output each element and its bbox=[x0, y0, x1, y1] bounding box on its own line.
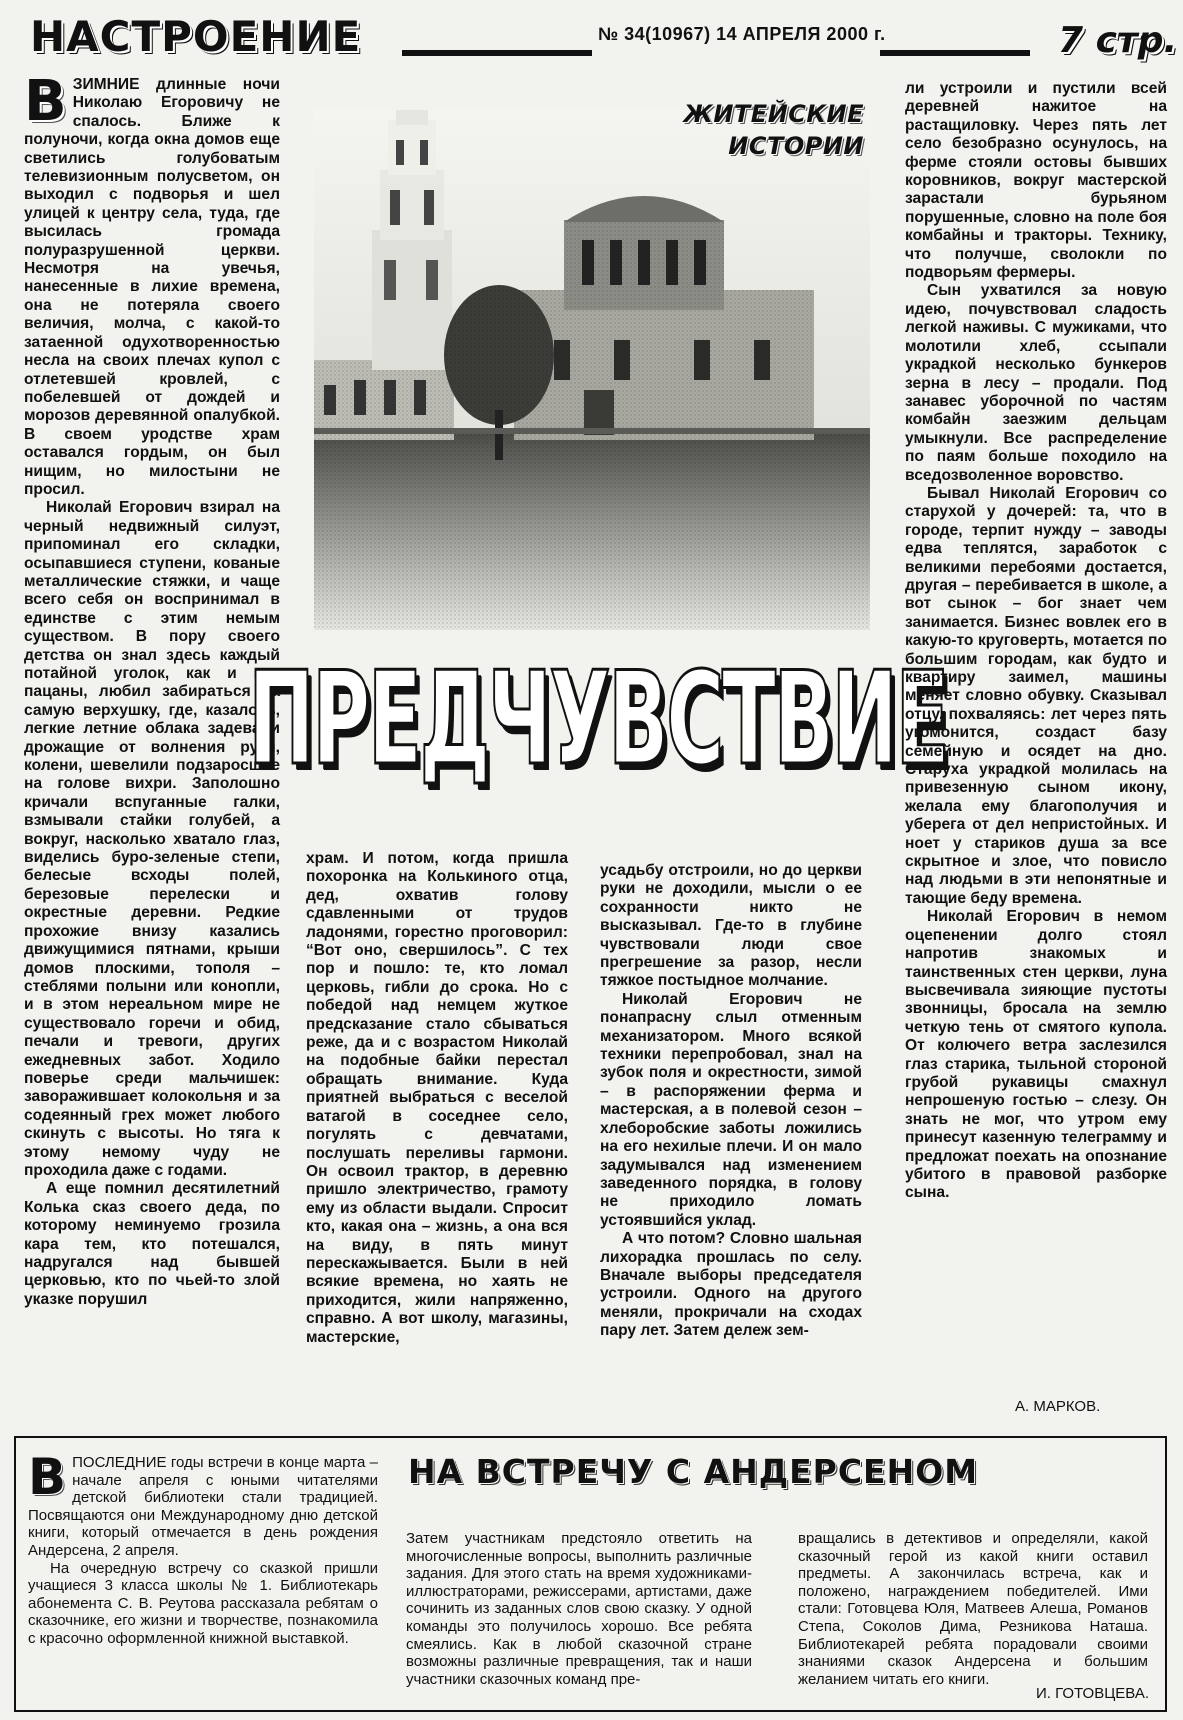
page-number: 7 стр. bbox=[1058, 20, 1178, 61]
article-paragraph: ЗИМНИЕ длинные ночи Николаю Егоровичу не спалось. Ближе к полуночи, когда окна домов еще светились голубоватым телевизионным полусветом, он выходил с подворья и шел улицей к центру села, туда, где высилась громада полуразрушенной церкви. Несмотря на увечья, нанесенные в лихие времена, она не потеряла своего величия, молча, с какой-то затаенной одухотворенностью несла на своих плечах купол с отлетевшей кровлей, с побелевшей от дождей и морозов деревянной опалубкой. В своем уродстве храм оставался гордым, он был нищим, но милостыни не просил. bbox=[24, 76, 280, 498]
church-illustration bbox=[314, 110, 870, 630]
article-paragraph: Бывал Николай Егорович со старухой у дочерей: та, что в городе, терпит нужду – заводы едва теплятся, заработок с великими перебоями достается, другая – перебивается в школе, а вот сынок – бог знает чем занимается. Бизнес вовлек его в какую-то круговерть, мотается по большим городам, как будто и квартиру заимел, машины меняет словно обувку. Сказывал отцу, похваляясь: лет через пять угомонится, создаст базу семейную и осядет на дно. Старуха украдкой молилась на привезенную сыном икону, желала ему благополучия и уберега от дел непристойных. И ноет у стариков душа за все скрытное и злое, что повисло над людьми в эти непонятные и тающие беду времена. bbox=[905, 484, 1167, 907]
article-column-4 bbox=[905, 80, 1167, 1203]
article-dropcap: В bbox=[24, 69, 67, 134]
box-dropcap: В bbox=[28, 1448, 67, 1506]
box-title: НА ВСТРЕЧУ С АНДЕРСЕНОМ bbox=[408, 1452, 979, 1491]
section-title: НАСТРОЕНИЕ bbox=[30, 12, 362, 61]
headline-text: ПРЕДЧУВСТВИЕ bbox=[248, 645, 948, 794]
article-paragraph: Николай Егорович взирал на черный недвижный силуэт, припоминал его складки, осыпавшиеся ступени, кованые металлические стяжки, и чаще всего себя он воспринимал в единстве с этим немым существом. В пору своего детства он знал здесь каждый потайной уголок, как и все пацаны, любил забираться на самую верхушку, где, казалось, легкие летние облака задевали дрожащие от волнения руки, колени, шевелили подзаросшие на голове вихри. Заполошно кричали вспуганные галки, взмывали стайки голубей, а вокруг, насколько хватало глаз, виделись буро-зеленые степи, белесые всходы полей, березовые перелески и окрестные деревни. Редкие прохожие внизу казались движущимися пятнами, крыши домов плоскими, тополя – стеблями полыни или конопли, и в этом нереальном мире не существовало горечи и обид, печали и тревоги, других ежедневных забот. Ходило поверье среди мальчишек: заворажившает колокольня и за содеянный грех может любого скинуть с высоты. Но тяга к этому немому чуду не проходила даже с годами. bbox=[24, 499, 280, 1179]
issue-line: № 34(10967) 14 АПРЕЛЯ 2000 г. bbox=[598, 24, 886, 44]
box-paragraph: Затем участникам предстояло ответить на многочисленные вопросы, выполнить различные задания. Для этого стать на время художниками-иллюстраторами, режиссерами, артистами, даже сочинить из заданных слов свою сказку. У одной команды это получилось хорошо. Все ребята смеялись. Как в любой сказочной стране возможны различные превращения, так и наши участники сказочных команд пре- bbox=[406, 1530, 752, 1688]
header-rule-left bbox=[402, 50, 592, 56]
header-rule-right bbox=[880, 50, 1030, 56]
rubric bbox=[676, 98, 864, 162]
church-photo bbox=[314, 110, 870, 630]
article-column-3 bbox=[600, 862, 862, 1341]
article-column-1 bbox=[24, 69, 280, 1416]
article-paragraph: А что потом? Словно шальная лихорадка прошлась по селу. Вначале выборы председателя устроили. Одного на другого меняли, прокричали на сходах пару лет. Затем дележ зем- bbox=[600, 1230, 862, 1340]
article-paragraph: А еще помнил десятилетний Колька сказ своего деда, по которому неминуемо грозила кара тем, кто потешался, надругался над бывшей церковью, кто по чьей-то злой указке порушил bbox=[24, 1180, 280, 1308]
box-paragraph: вращались в детективов и определяли, какой сказочный герой из какой книги оставил предметы. А закончилась встреча, как и положено, награждением победителей. Ими стали: Готовцева Юля, Матвеев Алеша, Романов Степа, Соколов Дима, Резникова Наташа. Библиотекарей ребята порадовали своими знаниями сказок Андерсена и большим желанием читать его книги. bbox=[798, 1530, 1148, 1688]
box-column-2 bbox=[406, 1530, 752, 1688]
article-paragraph: усадьбу отстроили, но до церкви руки не доходили, мысли о ее сохранности никто не высказывал. Где-то в глубине чувствовали люди свое прегрешение за разор, несли тяжкое постыдное молчание. bbox=[600, 862, 862, 990]
article-paragraph: Николай Егорович не понапрасну слыл отменным механизатором. Много всякой техники перепробовал, знал на зубок поля и окрестности, зимой – в распоряжении ферма и мастерская, а в полевой сезон – хлеборобские заботы ложились на его нехилые плечи. И он мало задумывался над изменением заведенного порядка, в голову не приходило ломать устоявшийся уклад. bbox=[600, 990, 862, 1229]
box-signature: И. ГОТОВЦЕВА. bbox=[1035, 1685, 1149, 1702]
box-paragraph: ПОСЛЕДНИЕ годы встречи в конце марта – начале апреля с юными читателями детской библиотеки стали традицией. Посвящаются они Международному дню детской книги, который отмечается в день рождения Андерсена, 2 апреля. bbox=[28, 1454, 378, 1559]
article-paragraph: ли устроили и пустили всей деревней нажитое на растащиловку. Через пять лет село безобразно осунулось, на ферме стояли остовы бывших коровников, вокруг мастерской зарастали бурьяном порушенные, словно на поле боя комбайны и тракторы. Технику, что получше, сволокли по подворьям фермеры. bbox=[905, 80, 1167, 282]
article-signature: А. МАРКОВ. bbox=[1015, 1398, 1101, 1415]
article-paragraph: Николай Егорович в немом оцепенении долго стоял напротив знакомых и таинственных стен церкви, луна высвечивала зияющие пустоты звонницы, бросала на землю четкую тень от смятого купола. От колючего ветра заслезился глаз старика, тыльной стороной грубой рукавицы смахнул непрошеную гостью – слезу. Он знать не мог, что утром ему принесут казенную телеграмму и предложат поехать на опознание убитого в правовой разборке сына. bbox=[905, 908, 1167, 1202]
bottom-article-box bbox=[14, 1436, 1167, 1712]
box-column-3 bbox=[798, 1530, 1148, 1688]
article-paragraph: храм. И потом, когда пришла похоронка на Колькиного отца, дед, охватив голову сдавленными от трудов ладонями, горестно проговорил: “Вот оно, свершилось”. С тех пор и пошло: те, кто ломал церковь, гибли до срока. Но с победой над немцем жуткое предсказание стало сбываться реже, да и с возрастом Николай на подобные байки перестал обращать внимание. Куда приятней выбраться с веселой ватагой в соседнее село, погулять с девчатами, послушать переливы гармони. Он освоил трактор, в деревню пришло электричество, грамоту ему из области выдали. Спросит кто, какая она – жизнь, а она вся на виду, в пять минут перескажывается. Были в ней всякие времена, но хаять не приходится, жили напряженно, справно. А вот школу, магазины, мастерские, bbox=[306, 850, 568, 1346]
box-paragraph: На очередную встречу со сказкой пришли учащиеся 3 класса школы № 1. Библиотекарь абонемента С. В. Реутова рассказала ребятам о сказочнике, его жизни и творчестве, познакомила с красочно оформленной книжной выставкой. bbox=[28, 1559, 378, 1647]
article-column-2 bbox=[306, 850, 568, 1347]
rubric-line: ЖИТЕЙСКИЕ bbox=[683, 100, 864, 128]
rubric-line: ИСТОРИИ bbox=[728, 132, 864, 160]
article-paragraph: Сын ухватился за новую идею, почувствовал сладость легкой наживы. С мужиками, что молотили хлеб, ссыпали украдкой несколько бункеров зерна в лесу – продали. Под занавес уборочной по частям комбайн заезжим дельцам умыкнули. Все распределение по паям больше походило на вседозволенное воровство. bbox=[905, 282, 1167, 484]
box-column-1 bbox=[28, 1448, 378, 1648]
headline bbox=[248, 620, 948, 820]
